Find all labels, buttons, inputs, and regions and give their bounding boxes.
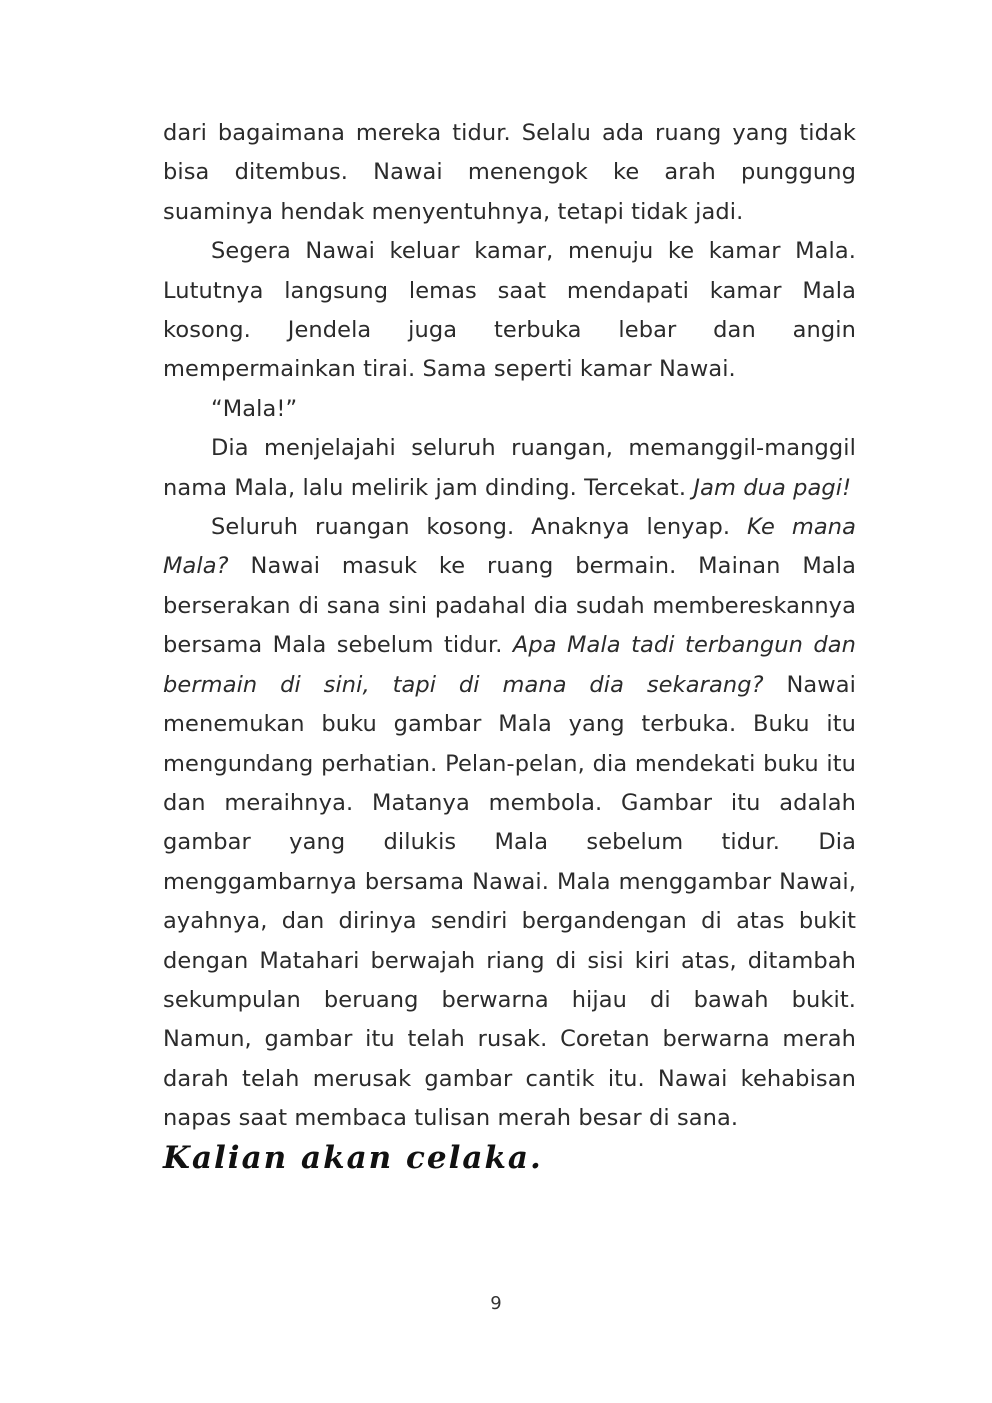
page-number: 9 bbox=[490, 1293, 502, 1314]
text-segment: “Mala!” bbox=[211, 395, 298, 422]
body-text bbox=[163, 114, 856, 1139]
italic-text: Apa Mala tadi terbangun dan bermain di sini, tapi di mana dia sekarang? bbox=[163, 632, 856, 698]
text-segment: dari bagaimana mereka tidur. Selalu ada ruang yang tidak bisa ditembus. Nawai menengok ke arah punggung suaminya hendak menyentuhnya, tetapi tidak jadi. bbox=[163, 120, 856, 225]
handwritten-note: Kalian akan celaka. bbox=[163, 1140, 543, 1176]
italic-text: Ke mana Mala? bbox=[163, 514, 856, 580]
paragraph bbox=[163, 390, 856, 429]
paragraph bbox=[163, 114, 856, 232]
text-segment: Segera Nawai keluar kamar, menuju ke kamar Mala. Lututnya langsung lemas saat mendapati kamar Mala kosong. Jendela juga terbuka lebar dan angin mempermainkan tirai. Sama seperti kamar Nawai. bbox=[163, 238, 856, 383]
text-segment: Nawai masuk ke ruang bermain. Mainan Mala berserakan di sana sini padahal dia sudah membereskannya bersama Mala sebelum tidur. bbox=[163, 553, 856, 659]
text-segment: Nawai menemukan buku gambar Mala yang terbuka. Buku itu mengundang perhatian. Pelan-pelan, dia mendekati buku itu dan meraihnya. Matanya membola. Gambar itu adalah gambar yang dilukis Mala sebelum tidur. Dia menggambarnya bersama Nawai. Mala menggambar Nawai, ayahnya, dan dirinya sendiri bergandengan di atas bukit dengan Matahari berwajah riang di sisi kiri atas, ditambah sekumpulan beruang berwarna hijau di bawah bukit. Namun, gambar itu telah rusak. Coretan berwarna merah darah telah merusak gambar cantik itu. Nawai kehabisan napas saat membaca tulisan merah besar di sana. bbox=[163, 671, 857, 1132]
text-segment: Dia menjelajahi seluruh ruangan, memanggil-manggil nama Mala, lalu melirik jam dinding. Tercekat. bbox=[163, 435, 856, 501]
paragraph bbox=[163, 232, 856, 390]
italic-text: Jam dua pagi! bbox=[693, 474, 852, 501]
paragraph bbox=[163, 429, 856, 508]
text-segment: Seluruh ruangan kosong. Anaknya lenyap. bbox=[211, 514, 747, 541]
paragraph bbox=[163, 508, 856, 1139]
